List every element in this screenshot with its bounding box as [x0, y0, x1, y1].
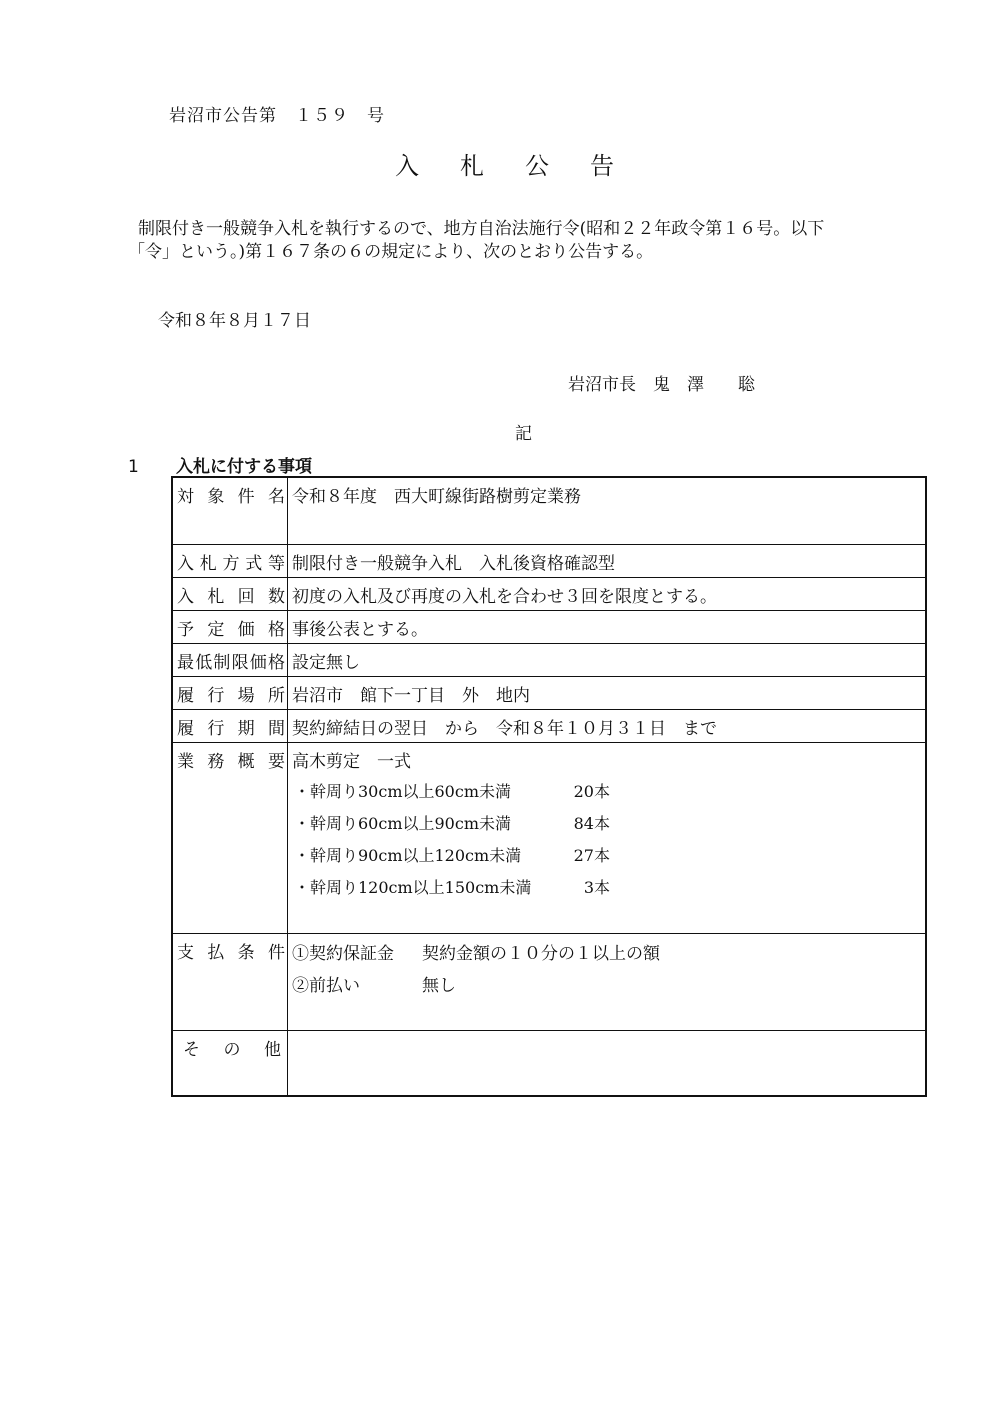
preamble — [128, 218, 898, 264]
row-value: 設定無し — [288, 644, 927, 677]
preamble-line: 「令」という。)第１６７条の６の規定により、次のとおり公告する。 — [128, 242, 654, 262]
section-number: 1 — [128, 457, 139, 477]
table-row — [172, 743, 926, 934]
payment-line: ①契約保証金 契約金額の１０分の１以上の額 — [292, 944, 660, 964]
table-row — [172, 934, 926, 1031]
table-row — [172, 578, 926, 611]
section-heading — [128, 452, 312, 477]
row-value — [288, 934, 927, 1031]
row-value: 制限付き一般競争入札 入札後資格確認型 — [288, 545, 927, 578]
title-char: 告 — [590, 152, 614, 180]
summary-detail: ・幹周り60cm以上90cm未満 84本 — [294, 814, 610, 833]
row-value: 契約締結日の翌日 から 令和８年１０月３１日 まで — [288, 710, 927, 743]
title-char: 公 — [525, 152, 549, 180]
row-label: その他 — [172, 1031, 288, 1097]
table-row — [172, 1031, 926, 1097]
preamble-line: 制限付き一般競争入札を執行するので、地方自治法施行令(昭和２２年政令第１６号。以下 — [138, 219, 825, 239]
summary-detail: ・幹周り30cm以上60cm未満 20本 — [294, 782, 610, 801]
table-row — [172, 677, 926, 710]
row-value: 事後公表とする。 — [288, 611, 927, 644]
table-row — [172, 710, 926, 743]
row-value — [288, 743, 927, 934]
row-value — [288, 1031, 927, 1097]
row-label: 支払条件 — [172, 934, 288, 1031]
row-value: 令和８年度 西大町線街路樹剪定業務 — [288, 477, 927, 545]
title-char: 入 — [395, 152, 419, 180]
row-label: 最低制限価格 — [172, 644, 288, 677]
row-value: 岩沼市 館下一丁目 外 地内 — [288, 677, 927, 710]
issue-date: 令和８年８月１７日 — [158, 311, 311, 331]
row-label: 入札回数 — [172, 578, 288, 611]
row-label: 履行場所 — [172, 677, 288, 710]
summary-headline: 高木剪定 一式 — [292, 752, 411, 772]
row-label: 入札方式等 — [172, 545, 288, 578]
table-row — [172, 545, 926, 578]
table-row — [172, 477, 926, 545]
summary-detail: ・幹周り90cm以上120cm未満 27本 — [294, 846, 610, 865]
signer: 岩沼市長 鬼 澤 聡 — [568, 375, 755, 395]
section-title: 入札に付する事項 — [176, 457, 312, 477]
summary-detail: ・幹周り120cm以上150cm未満 3本 — [294, 878, 610, 897]
row-label: 対象件名 — [172, 477, 288, 545]
payment-line: ②前払い 無し — [292, 976, 456, 996]
row-label: 予定価格 — [172, 611, 288, 644]
row-label: 履行期間 — [172, 710, 288, 743]
document-title — [395, 146, 655, 181]
table-row — [172, 611, 926, 644]
notice-number: 岩沼市公告第 １５９ 号 — [169, 106, 385, 126]
title-char: 札 — [460, 152, 484, 180]
table-row — [172, 644, 926, 677]
row-value: 初度の入札及び再度の入札を合わせ３回を限度とする。 — [288, 578, 927, 611]
tender-details-table — [171, 476, 927, 1097]
row-label: 業務概要 — [172, 743, 288, 934]
ki-mark: 記 — [515, 424, 532, 444]
